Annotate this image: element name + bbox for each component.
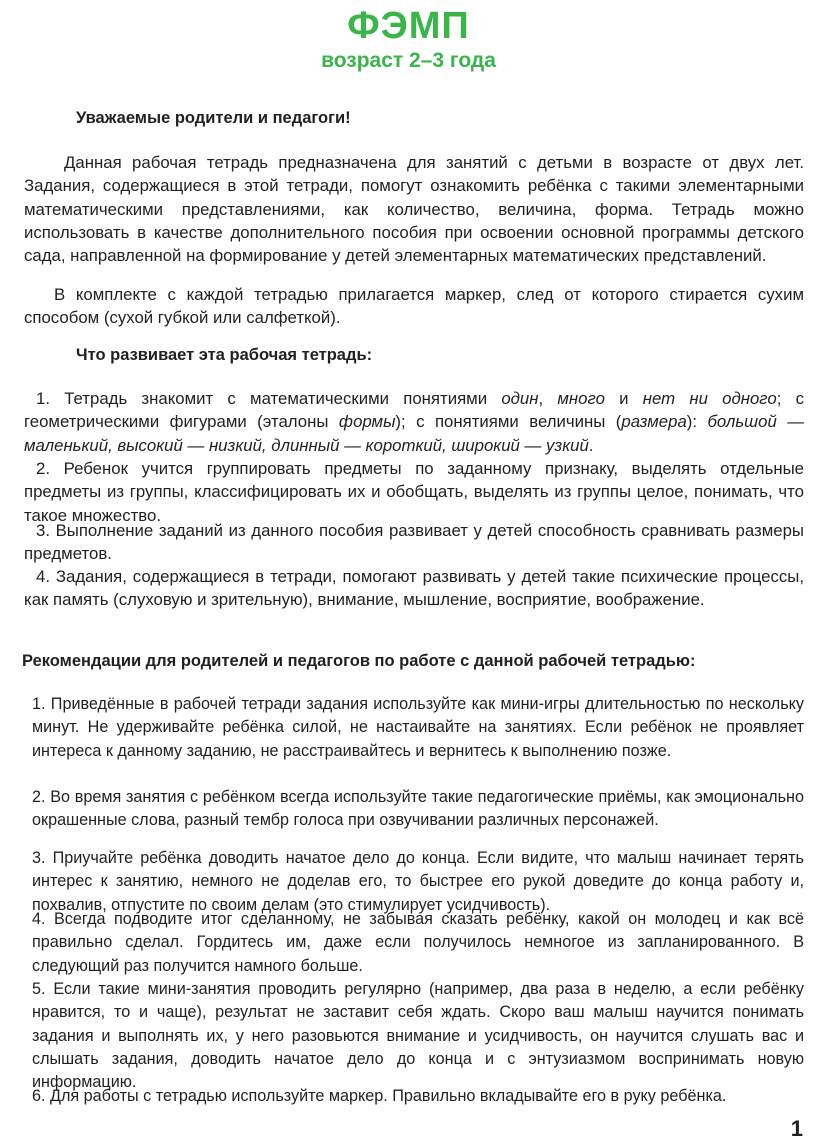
page-subtitle: возраст 2–3 года (321, 49, 496, 72)
recommendation-item-4: 4. Всегда подводите итог сделанному, не забывая сказать ребёнку, какой он молодец и как всё правильно сделал. Гордитесь им, даже если получилось немногое из запланированного. В следующий раз получится намного больше. (32, 910, 804, 975)
recommendation-item-1: 1. Приведённые в рабочей тетради задания используйте как мини-игры длительностью по нескольку минут. Не удерживайте ребёнка силой, не настаивайте на занятиях. Если ребёнок не проявляет интереса к данному заданию, не расстраивайтесь и вернитесь к выполнению позже. (32, 695, 804, 760)
recommendations-heading: Рекомендации для родителей и педагогов по работе с данной рабочей тетрадью: (22, 652, 696, 670)
develops-item-4: 4. Задания, содержащиеся в тетради, помогают развивать у детей такие психические процессы, как память (слуховую и зрительную), внимание, мышление, восприятие, воображение. (24, 567, 804, 610)
recommendation-item-6: 6. Для работы с тетрадью используйте маркер. Правильно вкладывайте его в руку ребёнка. (32, 1087, 727, 1105)
page-number: 1 (790, 1116, 803, 1141)
recommendation-item-2: 2. Во время занятия с ребёнком всегда используйте такие педагогические приёмы, как эмоционально окрашенные слова, разный тембр голоса при озвучивании различных персонажей. (32, 788, 804, 830)
recommendation-item-3: 3. Приучайте ребёнка доводить начатое дело до конца. Если видите, что малыш начинает терять интерес к занятию, немного не доделав его, то быстрее его рукой доведите до конца работу и, похвалив, отпустите по своим делам (это стимулирует усидчивость). (32, 849, 804, 914)
intro-paragraph-1: Данная рабочая тетрадь предназначена для занятий с детьми в возрасте от двух лет. Задания, содержащиеся в этой тетради, помогут ознакомить ребёнка с такими элементарными математическими представлениями, как количество, величина, форма. Тетрадь можно использовать в качестве дополнительного пособия при освоении основной программы детского сада, направленной на формирование у детей элементарных математических представлений. (24, 153, 804, 266)
develops-item-2: 2. Ребенок учится группировать предметы по заданному признаку, выделять отдельные предметы из группы, классифицировать их и обобщать, выделять из группы целое, понимать, что такое множество. (24, 459, 804, 525)
greeting-heading: Уважаемые родители и педагоги! (76, 109, 351, 127)
page-title: ФЭМП (347, 5, 470, 47)
recommendation-item-5: 5. Если такие мини-занятия проводить регулярно (например, два раза в неделю, а если ребёнку нравится, то и чаще), результат не заставит себя ждать. Скоро ваш малыш научится понимать задания и выполнять их, у него разовьются внимание и усидчивость, он научится слушать вас и слышать задания, доводить начатое дело до конца и с энтузиазмом воспринимать новую информацию. (32, 980, 804, 1092)
intro-paragraph-2: В комплекте с каждой тетрадью прилагается маркер, след от которого стирается сухим способом (сухой губкой или салфеткой). (24, 285, 804, 328)
develops-item-3: 3. Выполнение заданий из данного пособия развивает у детей способность сравнивать размеры предметов. (24, 521, 804, 564)
develops-item-1: 1. Тетрадь знакомит с математическими понятиями один, много и нет ни одного; с геометрическими фигурами (эталоны формы); с понятиями величины (размера): большой — маленький, высокий — низкий, длинный — короткий, широкий — узкий. (24, 389, 805, 455)
develops-heading: Что развивает эта рабочая тетрадь: (76, 346, 373, 364)
